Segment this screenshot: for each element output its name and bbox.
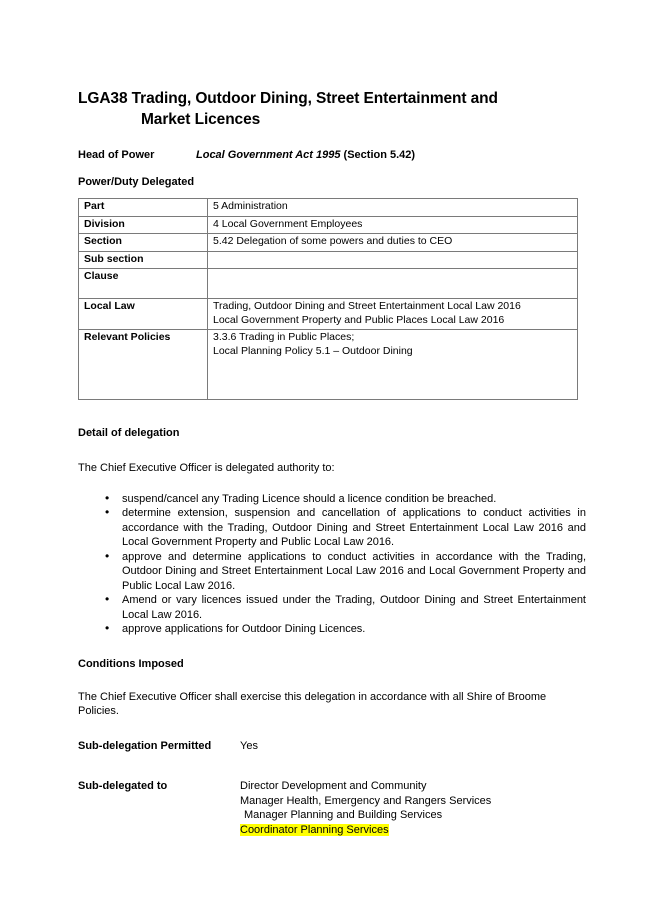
delegation-table xyxy=(78,198,578,400)
power-duty-delegated-heading: Power/Duty Delegated xyxy=(78,176,195,188)
cell-line-1: 5 Administration xyxy=(213,200,288,212)
sub-delegated-to-list xyxy=(240,779,491,837)
head-of-power-act: Local Government Act 1995 xyxy=(196,149,341,161)
table-row xyxy=(79,330,578,400)
conditions-imposed-heading: Conditions Imposed xyxy=(78,657,184,670)
detail-intro-text: The Chief Executive Officer is delegated authority to: xyxy=(78,462,335,474)
list-item: Manager Health, Emergency and Rangers Services xyxy=(240,794,492,807)
table-row xyxy=(79,269,578,299)
cell-line-1: 4 Local Government Employees xyxy=(213,217,363,230)
table-row xyxy=(79,251,578,269)
highlighted-text: Coordinator Planning Services xyxy=(240,823,389,836)
table-cell-value xyxy=(208,251,578,269)
cell-line-1: 3.3.6 Trading in Public Places; xyxy=(213,331,355,343)
list-item: • Amend or vary licences issued under the Trading, Outdoor Dining and Street Entertainment Local Law 2016. xyxy=(78,593,586,622)
list-item: • suspend/cancel any Trading Licence should a licence condition be breached. xyxy=(78,492,586,507)
conditions-imposed-text: The Chief Executive Officer shall exercise this delegation in accordance with all Shire of Broome Policies. xyxy=(78,690,547,717)
sub-delegation-permitted-label: Sub-delegation Permitted xyxy=(78,739,212,752)
table-cell-key: Sub section xyxy=(79,251,208,269)
list-item: • approve and determine applications to conduct activities in accordance with the Trading, Outdoor Dining and Street Entertainment Local Law 2016 and Local Government Property and Public Local Law 2016. xyxy=(78,550,586,594)
cell-line-1: 5.42 Delegation of some powers and duties to CEO xyxy=(213,235,453,247)
table-cell-key: Division xyxy=(79,216,208,234)
page-title xyxy=(78,88,586,130)
table-cell-key: Section xyxy=(79,234,208,252)
detail-of-delegation-heading: Detail of delegation xyxy=(78,427,180,439)
sub-delegated-to-row xyxy=(78,779,586,837)
sub-delegation-permitted-row xyxy=(78,739,586,754)
cell-line-1: Trading, Outdoor Dining and Street Entertainment Local Law 2016 xyxy=(213,300,521,312)
table-cell-key: Relevant Policies xyxy=(79,330,208,400)
delegation-bullet-list xyxy=(78,492,586,637)
list-item: • determine extension, suspension and cancellation of applications to conduct activities in accordance with the Trading, Outdoor Dining and Street Entertainment Local Law 2016 and Local Government Property and Public Local Law 2016. xyxy=(78,506,586,550)
table-cell-value xyxy=(208,330,578,400)
table-row xyxy=(79,234,578,252)
table-cell-key: Local Law xyxy=(79,299,208,330)
table-cell-value xyxy=(208,199,578,217)
table-cell-value xyxy=(208,299,578,330)
page-title-line-2: Market Licences xyxy=(141,111,261,128)
sub-delegated-to-label: Sub-delegated to xyxy=(78,780,168,792)
head-of-power-row xyxy=(78,148,586,162)
table-row xyxy=(79,299,578,330)
table-cell-key: Clause xyxy=(79,269,208,299)
list-item: Director Development and Community xyxy=(240,780,427,792)
table-row xyxy=(79,199,578,217)
table-row xyxy=(79,216,578,234)
head-of-power-label: Head of Power xyxy=(78,149,155,161)
sub-delegation-permitted-value: Yes xyxy=(240,739,258,752)
list-item-highlighted xyxy=(240,823,491,838)
table-cell-value xyxy=(208,269,578,299)
cell-line-2: Local Government Property and Public Places Local Law 2016 xyxy=(213,313,505,326)
document-content xyxy=(78,88,586,837)
list-item: Manager Planning and Building Services xyxy=(244,809,443,821)
table-cell-value xyxy=(208,234,578,252)
list-item: • approve applications for Outdoor Dining Licences. xyxy=(78,622,586,637)
table-cell-value xyxy=(208,216,578,234)
page-title-line-1: LGA38 Trading, Outdoor Dining, Street Entertainment and xyxy=(78,90,498,107)
head-of-power-section: (Section 5.42) xyxy=(340,149,416,161)
cell-line-2: Local Planning Policy 5.1 – Outdoor Dining xyxy=(213,344,413,357)
table-cell-key: Part xyxy=(79,199,208,217)
